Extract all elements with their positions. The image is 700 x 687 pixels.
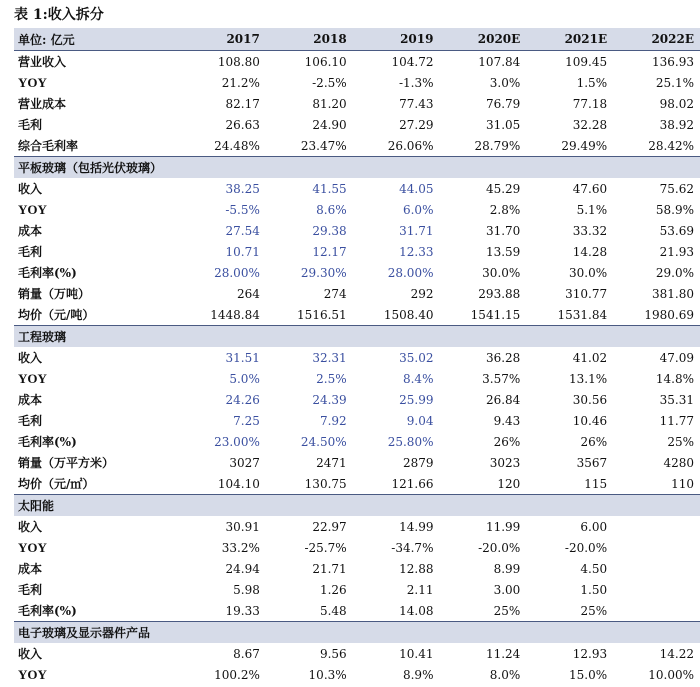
cell-value: -5.5% (225, 202, 260, 217)
cell-value: 10.71 (225, 244, 260, 259)
cell-value: 26% (493, 434, 521, 449)
year-header: 2017 (179, 28, 266, 51)
cell-value: 1531.84 (557, 307, 608, 322)
cell-value: 38.25 (225, 181, 260, 196)
cell-value: 53.69 (659, 223, 694, 238)
cell-value: -2.5% (312, 75, 347, 90)
cell-value: 24.26 (225, 392, 260, 407)
table-row (14, 537, 700, 558)
cell-value: 14.99 (399, 519, 434, 534)
cell-value: -20.0% (564, 540, 608, 555)
cell-value: 26.06% (387, 138, 434, 153)
year-header: 2019 (353, 28, 440, 51)
cell-value: 35.31 (659, 392, 694, 407)
cell-value: 29.49% (561, 138, 608, 153)
cell-value: 108.80 (217, 54, 260, 69)
cell-value: 25% (667, 434, 694, 449)
cell-value: 11.24 (485, 646, 521, 661)
cell-value: 1541.15 (470, 307, 521, 322)
cell-value: 22.97 (312, 519, 347, 534)
cell-value: 25.1% (655, 75, 694, 90)
row-label: YOY (18, 201, 47, 217)
cell-value: 10.46 (572, 413, 608, 428)
cell-value: 31.05 (485, 117, 521, 132)
cell-value: 381.80 (652, 286, 694, 301)
cell-value: 19.33 (225, 603, 260, 618)
cell-value: 5.1% (576, 202, 608, 217)
cell-value: 7.92 (319, 413, 347, 428)
cell-value: 9.04 (406, 413, 434, 428)
cell-value: 44.05 (399, 181, 434, 196)
row-label: 毛利率(%) (18, 604, 77, 618)
cell-value: 5.0% (229, 371, 260, 386)
table-row (14, 241, 700, 262)
cell-value: -34.7% (391, 540, 434, 555)
row-label: 毛利 (18, 583, 43, 597)
cell-value: 47.60 (572, 181, 608, 196)
cell-value: 27.29 (399, 117, 434, 132)
cell-value: 104.10 (217, 476, 260, 491)
cell-value: 2.5% (316, 371, 347, 386)
table-row (14, 51, 700, 73)
cell-value: 120 (497, 476, 521, 491)
row-label: 收入 (18, 520, 43, 534)
cell-value: 33.2% (221, 540, 260, 555)
cell-value: 107.84 (478, 54, 521, 69)
cell-value: 82.17 (225, 96, 260, 111)
cell-value: 14.08 (399, 603, 434, 618)
table-row (14, 643, 700, 664)
table-row (14, 431, 700, 452)
cell-value: 36.28 (485, 350, 521, 365)
cell-value: 31.51 (225, 350, 260, 365)
cell-value: 100.2% (214, 667, 260, 682)
revenue-breakdown-table (14, 28, 700, 685)
cell-value: 3023 (489, 455, 521, 470)
cell-value: 58.9% (655, 202, 694, 217)
table-row (14, 664, 700, 685)
cell-value: 26.63 (225, 117, 260, 132)
cell-value (613, 516, 700, 537)
cell-value: 8.4% (402, 371, 434, 386)
cell-value: -20.0% (478, 540, 521, 555)
row-label: 销量（万吨） (18, 287, 91, 301)
cell-value: 2471 (316, 455, 347, 470)
cell-value: 25% (580, 603, 608, 618)
cell-value: 75.62 (659, 181, 694, 196)
cell-value: 2.8% (489, 202, 521, 217)
cell-value: 29.38 (312, 223, 347, 238)
row-label: 收入 (18, 182, 43, 196)
table-row (14, 283, 700, 304)
cell-value: 14.8% (655, 371, 694, 386)
cell-value: 3.0% (489, 75, 521, 90)
cell-value: 35.02 (399, 350, 434, 365)
row-label: YOY (18, 74, 47, 90)
cell-value: 5.98 (233, 582, 260, 597)
table-row (14, 600, 700, 622)
cell-value: 110 (671, 476, 694, 491)
cell-value: 106.10 (304, 54, 347, 69)
cell-value: 32.28 (572, 117, 608, 132)
year-header: 2018 (266, 28, 353, 51)
section-title: 太阳能 (14, 495, 700, 517)
section-header-row (14, 326, 700, 348)
revenue-breakdown-table-wrapper (14, 28, 700, 685)
row-label: 均价（元/吨） (18, 308, 95, 322)
table-row (14, 114, 700, 135)
cell-value: 4.50 (580, 561, 608, 576)
cell-value: 31.70 (485, 223, 521, 238)
year-header: 2022E (613, 28, 700, 51)
table-row (14, 368, 700, 389)
cell-value: 109.45 (565, 54, 608, 69)
table-row (14, 452, 700, 473)
cell-value: 8.0% (489, 667, 521, 682)
section-header-row (14, 622, 700, 644)
cell-value: 293.88 (478, 286, 521, 301)
cell-value: 11.99 (485, 519, 521, 534)
cell-value: 9.56 (319, 646, 347, 661)
cell-value: 30.0% (482, 265, 521, 280)
cell-value: 6.00 (580, 519, 608, 534)
cell-value: 1980.69 (644, 307, 694, 322)
cell-value: 130.75 (304, 476, 347, 491)
row-label: 毛利率(%) (18, 266, 77, 280)
year-header: 2020E (439, 28, 526, 51)
cell-value: 32.31 (312, 350, 347, 365)
cell-value: 12.33 (399, 244, 434, 259)
table-row (14, 410, 700, 431)
cell-value: 3.57% (482, 371, 521, 386)
cell-value: 292 (410, 286, 434, 301)
cell-value: 25% (493, 603, 521, 618)
cell-value: 30.0% (568, 265, 608, 280)
cell-value: 33.32 (572, 223, 608, 238)
cell-value: 10.00% (648, 667, 694, 682)
row-label: YOY (18, 539, 47, 555)
cell-value (613, 579, 700, 600)
cell-value: 41.55 (312, 181, 347, 196)
cell-value: 30.91 (225, 519, 260, 534)
cell-value: 81.20 (312, 96, 347, 111)
cell-value: 26.84 (485, 392, 521, 407)
row-label: 毛利 (18, 414, 43, 428)
cell-value: 1.50 (580, 582, 608, 597)
row-label: 营业成本 (18, 97, 67, 111)
cell-value: 27.54 (225, 223, 260, 238)
cell-value: 2879 (402, 455, 434, 470)
cell-value: 24.48% (214, 138, 260, 153)
cell-value: 28.79% (474, 138, 521, 153)
cell-value (613, 600, 700, 622)
cell-value: 24.94 (225, 561, 260, 576)
unit-label: 单位: 亿元 (14, 28, 179, 51)
cell-value: 7.25 (233, 413, 260, 428)
section-title: 电子玻璃及显示器件产品 (14, 622, 700, 644)
cell-value: 28.00% (387, 265, 434, 280)
cell-value: 29.0% (655, 265, 694, 280)
table-row (14, 516, 700, 537)
row-label: 收入 (18, 647, 43, 661)
cell-value: 38.92 (659, 117, 694, 132)
cell-value: 26% (580, 434, 608, 449)
table-row (14, 135, 700, 157)
row-label: 收入 (18, 351, 43, 365)
section-header-row (14, 157, 700, 179)
cell-value: 115 (584, 476, 608, 491)
section-header-row (14, 495, 700, 517)
cell-value (613, 537, 700, 558)
table-row (14, 389, 700, 410)
table-row (14, 579, 700, 600)
cell-value: -25.7% (304, 540, 347, 555)
row-label: 成本 (18, 224, 43, 238)
cell-value: 136.93 (652, 54, 694, 69)
cell-value: 3027 (229, 455, 260, 470)
cell-value: 76.79 (485, 96, 521, 111)
row-label: 销量（万平方米） (18, 456, 115, 470)
cell-value: 77.18 (572, 96, 608, 111)
table-row (14, 473, 700, 495)
cell-value: 25.99 (399, 392, 434, 407)
cell-value: 28.42% (648, 138, 694, 153)
cell-value: 24.90 (312, 117, 347, 132)
cell-value: 21.71 (312, 561, 347, 576)
row-label: 毛利 (18, 118, 43, 132)
cell-value: 13.59 (485, 244, 521, 259)
cell-value: 2.11 (406, 582, 434, 597)
cell-value: 29.30% (300, 265, 347, 280)
table-row (14, 304, 700, 326)
cell-value: 24.39 (312, 392, 347, 407)
cell-value: 3.00 (493, 582, 521, 597)
table-row (14, 93, 700, 114)
cell-value: 1.26 (319, 582, 347, 597)
table-body (14, 28, 700, 685)
cell-value: 15.0% (568, 667, 608, 682)
cell-value: 77.43 (399, 96, 434, 111)
header-row (14, 28, 700, 51)
cell-value: 10.3% (308, 667, 347, 682)
cell-value: 14.22 (659, 646, 694, 661)
cell-value: 310.77 (565, 286, 608, 301)
cell-value: 31.71 (399, 223, 434, 238)
cell-value: 10.41 (399, 646, 434, 661)
cell-value: 1448.84 (210, 307, 260, 322)
cell-value: 21.2% (221, 75, 260, 90)
table-row (14, 558, 700, 579)
table-row (14, 262, 700, 283)
table-row (14, 347, 700, 368)
cell-value: 121.66 (391, 476, 434, 491)
row-label: 均价（元/㎡） (18, 477, 95, 491)
cell-value: 41.02 (572, 350, 608, 365)
cell-value: 28.00% (214, 265, 260, 280)
section-title: 平板玻璃（包括光伏玻璃） (14, 157, 700, 179)
row-label: YOY (18, 666, 47, 682)
cell-value: 8.6% (316, 202, 347, 217)
cell-value: 23.47% (300, 138, 347, 153)
cell-value: 1.5% (576, 75, 608, 90)
cell-value: 8.67 (233, 646, 260, 661)
cell-value: -1.3% (398, 75, 434, 90)
cell-value: 30.56 (572, 392, 608, 407)
cell-value: 4280 (663, 455, 694, 470)
table-row (14, 220, 700, 241)
cell-value: 1508.40 (383, 307, 434, 322)
cell-value: 24.50% (300, 434, 347, 449)
cell-value: 3567 (576, 455, 608, 470)
row-label: 毛利率(%) (18, 435, 77, 449)
cell-value: 104.72 (391, 54, 434, 69)
cell-value: 274 (323, 286, 347, 301)
section-title: 工程玻璃 (14, 326, 700, 348)
row-label: 综合毛利率 (18, 139, 79, 153)
row-label: 毛利 (18, 245, 43, 259)
cell-value: 47.09 (659, 350, 694, 365)
cell-value: 5.48 (319, 603, 347, 618)
cell-value: 98.02 (659, 96, 694, 111)
cell-value: 12.93 (572, 646, 608, 661)
cell-value: 12.17 (312, 244, 347, 259)
cell-value: 264 (236, 286, 260, 301)
year-header: 2021E (526, 28, 613, 51)
row-label: 营业收入 (18, 55, 67, 69)
cell-value: 21.93 (659, 244, 694, 259)
table-row (14, 199, 700, 220)
cell-value: 14.28 (572, 244, 608, 259)
cell-value: 8.9% (402, 667, 434, 682)
cell-value: 13.1% (568, 371, 608, 386)
cell-value: 1516.51 (297, 307, 347, 322)
cell-value: 6.0% (402, 202, 434, 217)
table-title: 表 1:收入拆分 (14, 7, 104, 23)
row-label: 成本 (18, 393, 43, 407)
row-label: 成本 (18, 562, 43, 576)
table-row (14, 72, 700, 93)
cell-value: 12.88 (399, 561, 434, 576)
cell-value: 11.77 (659, 413, 694, 428)
cell-value: 8.99 (493, 561, 521, 576)
cell-value: 45.29 (485, 181, 521, 196)
cell-value (613, 558, 700, 579)
row-label: YOY (18, 370, 47, 386)
cell-value: 9.43 (493, 413, 521, 428)
cell-value: 23.00% (214, 434, 260, 449)
table-row (14, 178, 700, 199)
cell-value: 25.80% (387, 434, 434, 449)
